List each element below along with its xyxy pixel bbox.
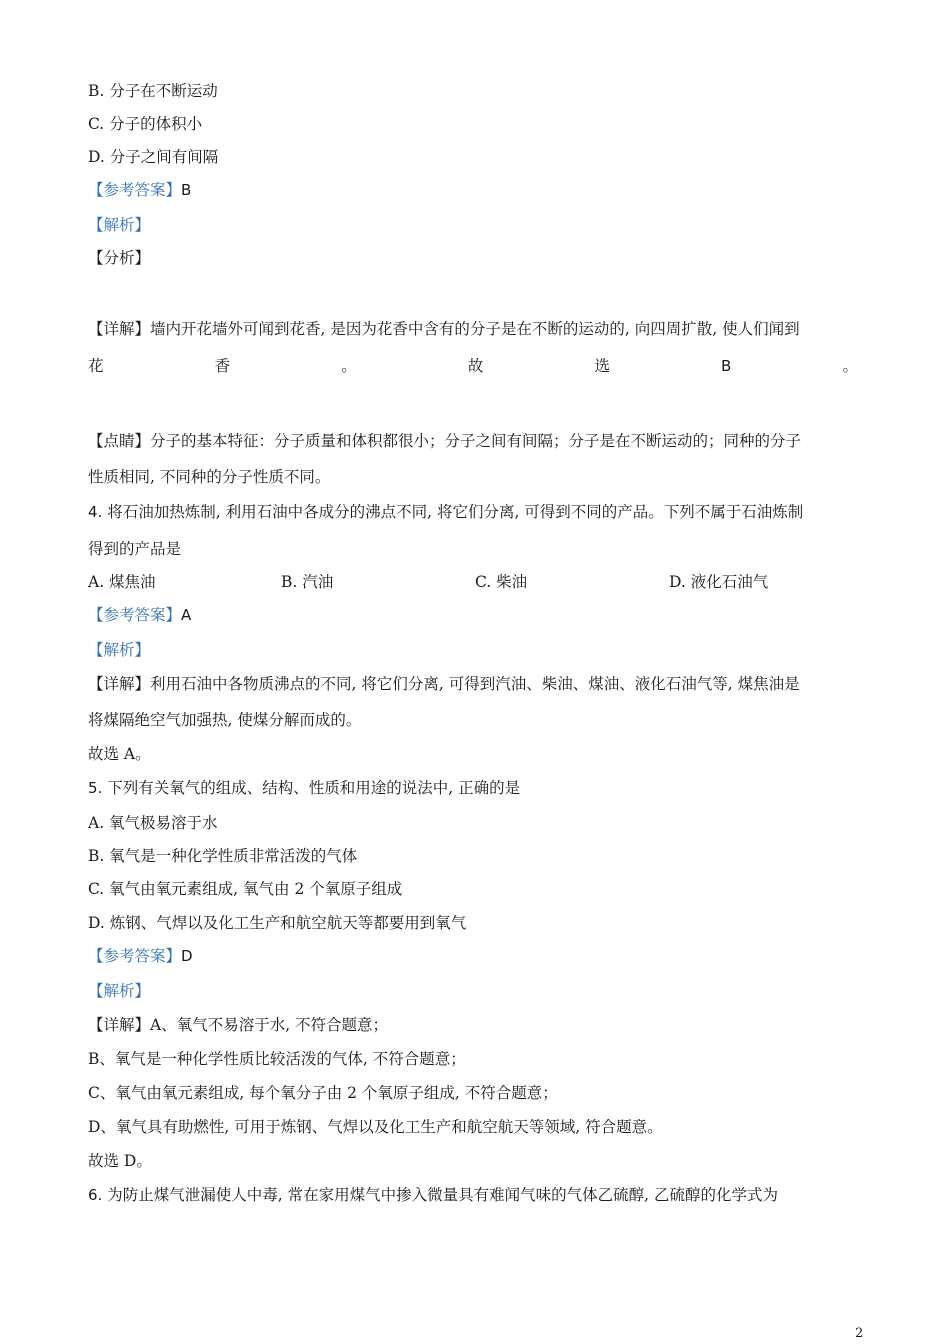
q5-detail-line4: D、氧气具有助燃性, 可用于炼钢、气焊以及化工生产和航空航天等领域, 符合题意。	[88, 1118, 663, 1136]
answer-label: 【参考答案】	[88, 181, 182, 199]
q3-tip-line2: 性质相同, 不同种的分子性质不同。	[88, 468, 331, 486]
q5-option-c: C. 氧气由氧元素组成, 氧气由 2 个氧原子组成	[88, 880, 403, 898]
q4-conclusion: 故选 A。	[88, 745, 151, 763]
q3-fenxi-heading: 【分析】	[88, 249, 151, 267]
spread-word: 故	[467, 357, 484, 375]
q3-option-d: D. 分子之间有间隔	[88, 148, 219, 166]
q5-analysis-heading: 【解析】	[88, 982, 151, 1000]
q5-answer	[88, 946, 193, 966]
question-number: 4.	[88, 503, 103, 521]
spread-word: 。	[341, 357, 357, 375]
q5-conclusion: 故选 D。	[88, 1152, 152, 1170]
answer-value: D	[181, 947, 193, 965]
q3-option-b: B. 分子在不断运动	[88, 82, 218, 100]
q5-detail-line3: C、氧气由氧元素组成, 每个氧分子由 2 个氧原子组成, 不符合题意；	[88, 1084, 558, 1102]
spread-word: B	[721, 357, 732, 375]
answer-label: 【参考答案】	[88, 606, 182, 624]
q5-option-b: B. 氧气是一种化学性质非常活泼的气体	[88, 847, 358, 865]
spread-word: 花	[88, 357, 104, 375]
q4-analysis-heading: 【解析】	[88, 641, 151, 659]
q4-option-c: C. 柴油	[475, 573, 528, 591]
question-number: 6.	[88, 1186, 103, 1204]
q4-stem-line1: 4. 将石油加热炼制, 利用石油中各成分的沸点不同, 将它们分离, 可得到不同的产品。下列不属于石油炼制	[88, 503, 804, 521]
answer-label: 【参考答案】	[88, 947, 182, 965]
q5-option-d: D. 炼钢、气焊以及化工生产和航空航天等都要用到氧气	[88, 914, 467, 932]
q4-stem-line2: 得到的产品是	[88, 540, 182, 558]
q5-option-a: A. 氧气极易溶于水	[88, 814, 218, 832]
answer-value: B	[181, 181, 192, 199]
question-number: 5.	[88, 779, 103, 797]
q5-stem: 5. 下列有关氧气的组成、结构、性质和用途的说法中, 正确的是	[88, 779, 521, 797]
spread-word: 香	[214, 357, 231, 375]
q4-option-d: D. 液化石油气	[669, 573, 769, 591]
q4-detail-line2: 将煤隔绝空气加强热, 使煤分解而成的。	[88, 711, 362, 729]
q3-answer	[88, 180, 191, 200]
q4-detail-line1: 【详解】利用石油中各物质沸点的不同, 将它们分离, 可得到汽油、柴油、煤油、液化石油气等, 煤焦油是	[88, 675, 800, 693]
spread-word: 选	[594, 357, 610, 375]
q3-analysis-heading: 【解析】	[88, 216, 151, 234]
q3-tip-line1: 【点睛】分子的基本特征：分子质量和体积都很小；分子之间有间隔；分子是在不断运动的；同种的分子	[88, 432, 802, 450]
answer-value: A	[181, 606, 192, 624]
q4-answer	[88, 605, 191, 625]
q5-detail-line1: 【详解】A、氧气不易溶于水, 不符合题意；	[88, 1016, 389, 1034]
q3-detail-line2	[88, 356, 858, 376]
q3-detail-line1: 【详解】墙内开花墙外可闻到花香, 是因为花香中含有的分子是在不断的运动的, 向四周扩散, 使人们闻到	[88, 320, 800, 338]
q3-option-c: C. 分子的体积小	[88, 115, 203, 133]
q6-stem: 6. 为防止煤气泄漏使人中毒, 常在家用煤气中掺入微量具有难闻气味的气体乙硫醇, 乙硫醇的化学式为	[88, 1186, 778, 1204]
spread-word: 。	[842, 357, 858, 375]
q4-option-a: A. 煤焦油	[88, 573, 156, 591]
page-number: 2	[855, 1326, 864, 1341]
q5-detail-line2: B、氧气是一种化学性质比较活泼的气体, 不符合题意；	[88, 1050, 466, 1068]
q4-option-b: B. 汽油	[281, 573, 334, 591]
